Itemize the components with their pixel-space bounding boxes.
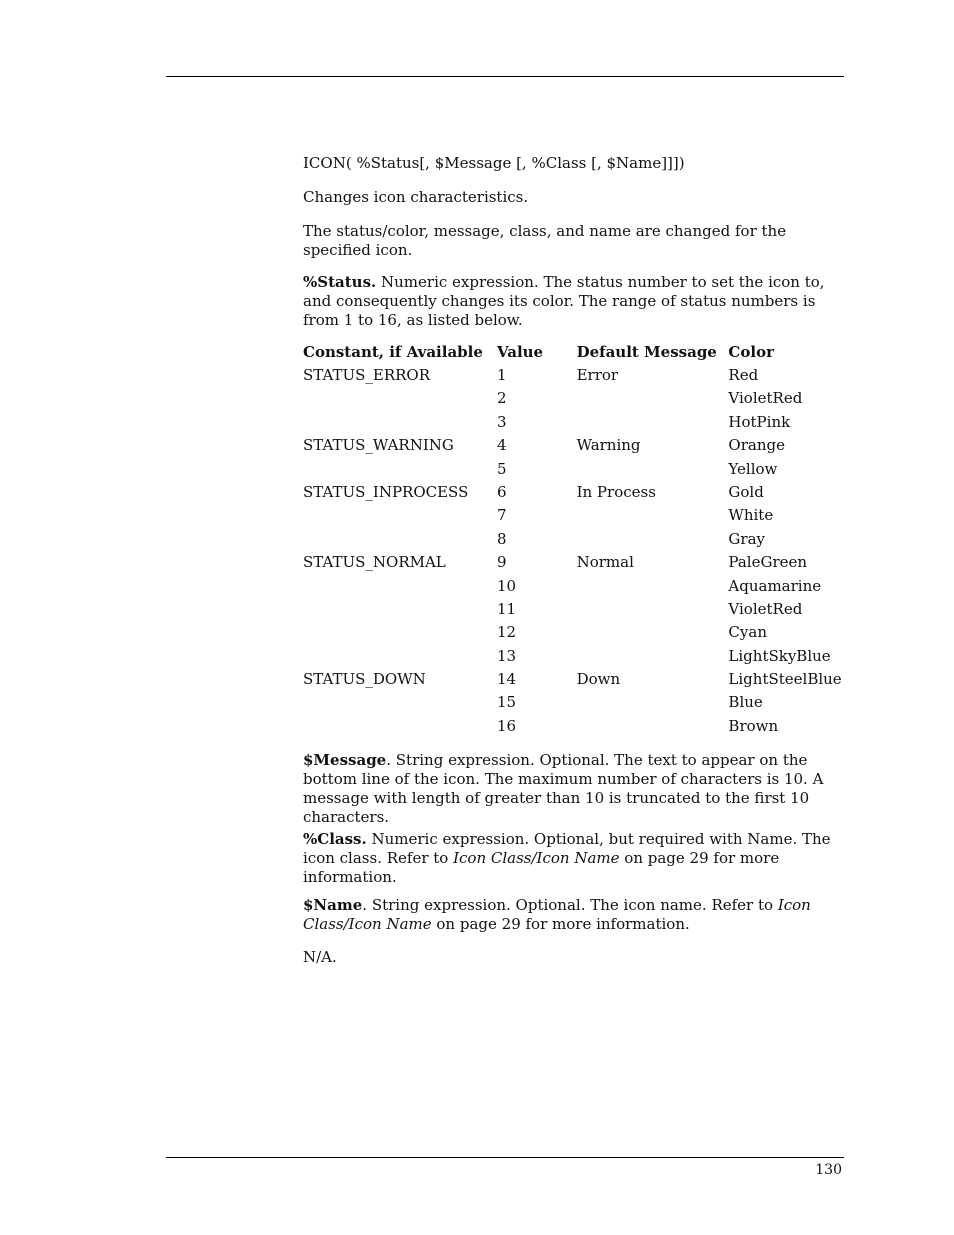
status-param-name: %Status. (303, 273, 377, 291)
table-cell: 2 (496, 389, 507, 408)
name-param-name: $Name (303, 896, 363, 914)
table-cell: 11 (496, 599, 517, 618)
table-cell: 4 (496, 436, 507, 455)
table-cell: White (728, 506, 774, 525)
table-cell (577, 506, 729, 529)
table-cell (303, 647, 497, 670)
table-cell: VioletRed (728, 389, 803, 408)
message-param-text: . String expression. Optional. The text to appear on the bottom line of the icon. The maximum number of characters is 10. A message with length of greater than 10 is truncated to the first 10 characters. (303, 751, 824, 826)
name-param-text: . String expression. Optional. The icon name. Refer to (362, 896, 778, 914)
table-cell (303, 413, 497, 436)
table-header: Value (496, 343, 544, 361)
table-cell (303, 577, 497, 600)
message-param-name: $Message (303, 751, 387, 769)
header-rule (166, 76, 844, 77)
table-row (303, 717, 848, 740)
table-cell: STATUS_ERROR (303, 366, 431, 384)
table-cell: Cyan (728, 623, 767, 642)
table-cell (577, 717, 729, 740)
table-cell: 8 (496, 529, 507, 548)
message-param (303, 751, 848, 827)
table-cell: STATUS_DOWN (303, 670, 426, 689)
table-cell (303, 717, 497, 740)
table-row (303, 647, 848, 670)
table-row (303, 389, 848, 412)
table-row (303, 600, 848, 623)
table-row (303, 483, 848, 506)
table-cell (303, 600, 497, 623)
table-cell: 5 (496, 459, 507, 478)
table-cell: LightSteelBlue (728, 670, 842, 689)
footer-rule (166, 1157, 844, 1158)
table-row (303, 693, 848, 716)
table-cell: 7 (496, 506, 507, 525)
table-cell: Normal (576, 553, 634, 572)
table-row (303, 366, 848, 389)
table-row (303, 670, 848, 693)
description: Changes icon characteristics. (303, 188, 529, 206)
table-cell (577, 530, 729, 553)
table-cell: Orange (728, 436, 785, 455)
table-row (303, 577, 848, 600)
class-param-ref: Icon Class/Icon Name (453, 849, 620, 867)
table-row (303, 460, 848, 483)
status-param-text: Numeric expression. The status number to set the icon to, and consequently changes its color. The range of status numbers is from 1 to 16, as listed below. (303, 273, 825, 329)
table-cell: 14 (496, 670, 517, 689)
page-number: 130 (815, 1162, 842, 1178)
table-cell: Red (728, 366, 759, 384)
table-cell: PaleGreen (728, 553, 808, 572)
class-param-name: %Class. (303, 830, 367, 848)
table-cell: Brown (728, 716, 779, 735)
table-cell (577, 577, 729, 600)
table-cell: HotPink (728, 412, 791, 431)
table-header: Color (728, 343, 774, 361)
table-row (303, 506, 848, 529)
table-cell: Warning (576, 436, 641, 455)
table-row (303, 413, 848, 436)
table-cell: 10 (496, 576, 517, 595)
name-param-text-after: on page 29 for more information. (431, 915, 690, 933)
table-cell: STATUS_INPROCESS (303, 482, 469, 501)
table-cell (303, 693, 497, 716)
table-row (303, 436, 848, 459)
table-cell (577, 600, 729, 623)
table-cell (577, 460, 729, 483)
table-cell: 1 (496, 366, 507, 384)
table-cell: STATUS_WARNING (303, 436, 454, 455)
table-cell: 12 (496, 623, 517, 642)
table-cell: Yellow (728, 459, 778, 478)
table-cell (577, 693, 729, 716)
table-cell (303, 623, 497, 646)
table-cell: LightSkyBlue (728, 646, 831, 665)
table-cell (577, 647, 729, 670)
table-row (303, 530, 848, 553)
table-cell: Aquamarine (728, 576, 822, 595)
table-cell: VioletRed (728, 599, 803, 618)
table-cell: Down (576, 670, 621, 689)
returns: N/A. (303, 948, 337, 966)
class-param-text: Numeric expression. Optional, but required with Name. The icon class. Refer to (303, 830, 831, 867)
name-param (303, 896, 848, 934)
table-cell (577, 413, 729, 436)
class-param (303, 830, 848, 887)
table-cell (303, 389, 497, 412)
table-cell: 9 (496, 553, 507, 572)
table-cell (303, 506, 497, 529)
table-cell: 15 (496, 693, 517, 712)
table-row (303, 623, 848, 646)
table-cell: Blue (728, 693, 763, 712)
status-param (303, 273, 848, 330)
table-cell: 13 (496, 646, 517, 665)
table-header-row (303, 343, 848, 366)
table-cell (303, 530, 497, 553)
table-cell (303, 460, 497, 483)
table-cell: 6 (496, 482, 507, 501)
name-param-ref: Icon Class/Icon Name (303, 896, 811, 933)
table-cell: Gold (728, 482, 764, 501)
table-cell: STATUS_NORMAL (303, 553, 446, 572)
table-cell: 16 (496, 716, 517, 735)
syntax-line: ICON( %Status[, $Message [, %Class [, $Name]]]) (303, 154, 685, 172)
table-cell: 3 (496, 412, 507, 431)
table-cell: In Process (576, 482, 656, 501)
remarks: The status/color, message, class, and name are changed for the specified icon. (303, 222, 787, 259)
table-cell: Gray (728, 529, 765, 548)
class-param-text-after: on page 29 for more information. (303, 849, 780, 886)
table-cell: Error (576, 366, 619, 384)
table-row (303, 553, 848, 576)
table-header: Default Message (576, 343, 717, 361)
table-cell (577, 389, 729, 412)
table-header: Constant, if Available (303, 343, 483, 361)
table-cell (577, 623, 729, 646)
status-table (303, 343, 848, 740)
